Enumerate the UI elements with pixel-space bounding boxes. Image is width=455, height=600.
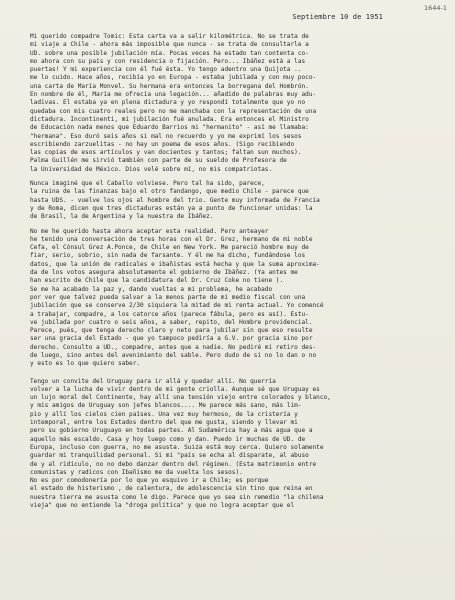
letter-line: la Universidad de México. Dios velé sobre mí, no mis compatriotas. bbox=[30, 165, 273, 173]
letter-line: Parece, pués, que tenga derecho claro y neto para jubilar sin que eso resulte bbox=[30, 327, 313, 335]
letter-paragraph bbox=[30, 33, 435, 174]
letter-line: de Educación nada menos que Eduardo Barrios mi "hermanito" - así me llamaba: bbox=[30, 124, 309, 132]
letter-line: de luego, sino antes del avenimiento del sable. Pero dudo de si no lo dan o no bbox=[30, 351, 317, 359]
letter-line: En nombre de él, María me ofrecía una legación... añadido de palabras muy adu- bbox=[30, 91, 317, 99]
letter-line: nuestra tierra me asusta como le digo. Parece que yo sea sin remedio "la chilena bbox=[30, 493, 324, 501]
archive-number: 1644-1 bbox=[423, 4, 447, 12]
letter-paragraph bbox=[30, 228, 435, 369]
letter-line: pero su gobierno Uruguayo en todas partes. Al Sudamérica hay a más agua que a bbox=[30, 427, 313, 435]
letter-line: un lujo moral del Continente, hay allí una tensión viejo entre colorados y blanco, bbox=[30, 394, 331, 402]
letter-line: escribiendo zarzuelitas - no hay un poema de esos años. (Sigo recibiendo bbox=[30, 140, 295, 148]
letter-line: mi viaje a Chile - ahora más imposible que nunca - se trata de consultarle a bbox=[30, 41, 309, 49]
letter-line: Europa, incluso con guerra, no me asusta. Suiza está muy cerca. Quiero solamente bbox=[30, 443, 324, 451]
letter-line: puertas! Y mi experiencia con él fué ésta. Yo tengo adentro una Quijota .. bbox=[30, 66, 302, 74]
letter-line: y mis amigos de Uruguay son jefes blancos.... Me parece más sano, más lim- bbox=[30, 402, 302, 410]
letter-line: la ruina de las finanzas bajo el otro fandango, que medio Chile - parece que bbox=[30, 188, 309, 196]
letter-line: me lo cuido. Hace años, recibía yo en Europa - estaba jubilada y con muy poco- bbox=[30, 74, 317, 82]
letter-line: Mi querido compadre Tomic: Esta carta va a salir kilométrica. No se trata de bbox=[30, 33, 309, 40]
letter-line: y esto es lo que quiero saber. bbox=[30, 360, 141, 368]
letter-line: Nunca imaginé que el Caballo volviese. Pero tal ha sido, parece, bbox=[30, 180, 265, 188]
letter-line: datos, que la unión de radicales e ibañistas está hecha y que la suma aproxima- bbox=[30, 260, 320, 268]
letter-line: aquello más escaldo. Casa y hoy luego como y dan. Puedo ir muchas de UD. de bbox=[30, 435, 306, 443]
letter-line: volver a la lucha de vivir dentro de mi gente criolla. Aunque sé que Uruguay es bbox=[30, 385, 320, 393]
letter-line: mo ahora con su país y con residencia o fijación. Pero... Ibáñez está a las bbox=[30, 57, 306, 65]
letter-line: a trabajar, compadre, a los catorce años (parece fábula, pero es así). Estu- bbox=[30, 310, 309, 318]
letter-line: vieja" que no entiende la "droga política" y que no logra aceptar que el bbox=[30, 502, 295, 510]
letter-line: he tenido una conversación de tres horas con el Dr. Grez, hermano de mi noble bbox=[30, 235, 313, 243]
letter-body bbox=[30, 33, 435, 516]
letter-line: Tengo un convite del Uruguay para ir allá y quedar allí. No querría bbox=[30, 377, 276, 385]
letter-line: quedaba con mis cuatro reales pero no me manchaba con la representación de una bbox=[30, 107, 317, 115]
letter-paragraph bbox=[30, 378, 435, 511]
letter-line: da de los votos asegura absolutamente el gobierno de Ibáñez. (Ya antes me bbox=[30, 269, 298, 277]
letter-line: de y al ridículo, no no debo danzar dentro del régimen. (Esta matrimonio entre bbox=[30, 460, 317, 468]
letter-line: intemporal, entre los Estados dentro del que me gusta, siendo y llevar mi bbox=[30, 419, 298, 427]
letter-line: Cefa, el Cónsul Grez A.Ponce, de Chile en New York. Me pareció hombre muy de bbox=[30, 244, 309, 252]
letter-line: dictadura. Incontinenti, mi jubilación fué anulada. Era entonces el Ministro bbox=[30, 115, 309, 123]
letter-line: por ver que talvez pueda salvar a la menos parte de mi medio fiscal con una bbox=[30, 293, 306, 301]
letter-line: ladivas. Él estaba ya en plena dictadura y yo respondí totalmente que yo no bbox=[30, 99, 306, 107]
letter-line: UD. sobre una posible jubilación mía. Pocas veces ha estado tan contenta co- bbox=[30, 49, 309, 57]
letter-line: Se me ha acabado la paz y, dando vueltas a mi problema, he acabado bbox=[30, 285, 273, 293]
letter-line: Palma Guillén me sirvió también con parte de su sueldo de Profesora de bbox=[30, 157, 287, 165]
letter-line: ve jubilada por cuatro o seis años, a saber, repito, del Hombre providencial. bbox=[30, 318, 313, 326]
letter-line: guardar mi tranquilidad personal. Si mi "país se echa al disparate, al abuso bbox=[30, 452, 309, 460]
letter-line: fiar, serio, sobrio, sin nada de farsante. Y él me ha dicho, fundándose los bbox=[30, 252, 306, 260]
letter-line: pio y allí los cielos cien países. Una vez muy hermoso, de la cristería y bbox=[30, 410, 298, 418]
letter-line: jubilación que se conserve 2/30 siquiera la mitad de mi renta actual. Yo comencé bbox=[30, 302, 324, 310]
letter-line: el estado de histerismo , de calentura, de adolescencia sin tino que reina en bbox=[30, 485, 313, 493]
letter-line: ser una gracia del Estado - que yo tampoco pediría a G.V. por gracia sino por bbox=[30, 335, 313, 343]
letter-line: hasta UDS. - vuelve los ojos al hombre del trio. Gente muy informada de Francia bbox=[30, 196, 320, 204]
letter-line: No es por comodonería por lo que yo esquivo ir a Chile; es porque bbox=[30, 477, 269, 485]
letter-line: "hermana". Eso duró seis años si mal no recuerdo y yo me exprimí los sesos bbox=[30, 132, 302, 140]
letter-line: comunistas y radicos con Ibañismo me da vuelta los sesos). bbox=[30, 468, 243, 476]
letter-line: derecho. Consulto a UD., compadre, antes que a nadie. No pediré mi retiro des- bbox=[30, 343, 317, 351]
letter-line: han escrito de Chile que la candidatura del Dr. Cruz Coke no tiene ). bbox=[30, 277, 284, 285]
letter-paragraph bbox=[30, 180, 435, 221]
letter-line: y de Roma, dicen que tres dictaduras están ya a punto de funcionar unidas: la bbox=[30, 204, 313, 212]
letter-line: una carta de María Monvel. Su hermana era entonces la borregana del Hombrón. bbox=[30, 82, 309, 90]
letter-line: No me he querido hasta ahora aceptar esta realidad. Pero anteayer bbox=[30, 227, 269, 235]
letter-line: de Brasil, la de Argentina y la nuestra de Ibáñez. bbox=[30, 213, 214, 221]
letter-date: Septiembre 10 de 1951 bbox=[292, 13, 383, 21]
letter-line: las copias de esos artículos y van docientos y tantos; faltan sun muchos). bbox=[30, 149, 302, 157]
